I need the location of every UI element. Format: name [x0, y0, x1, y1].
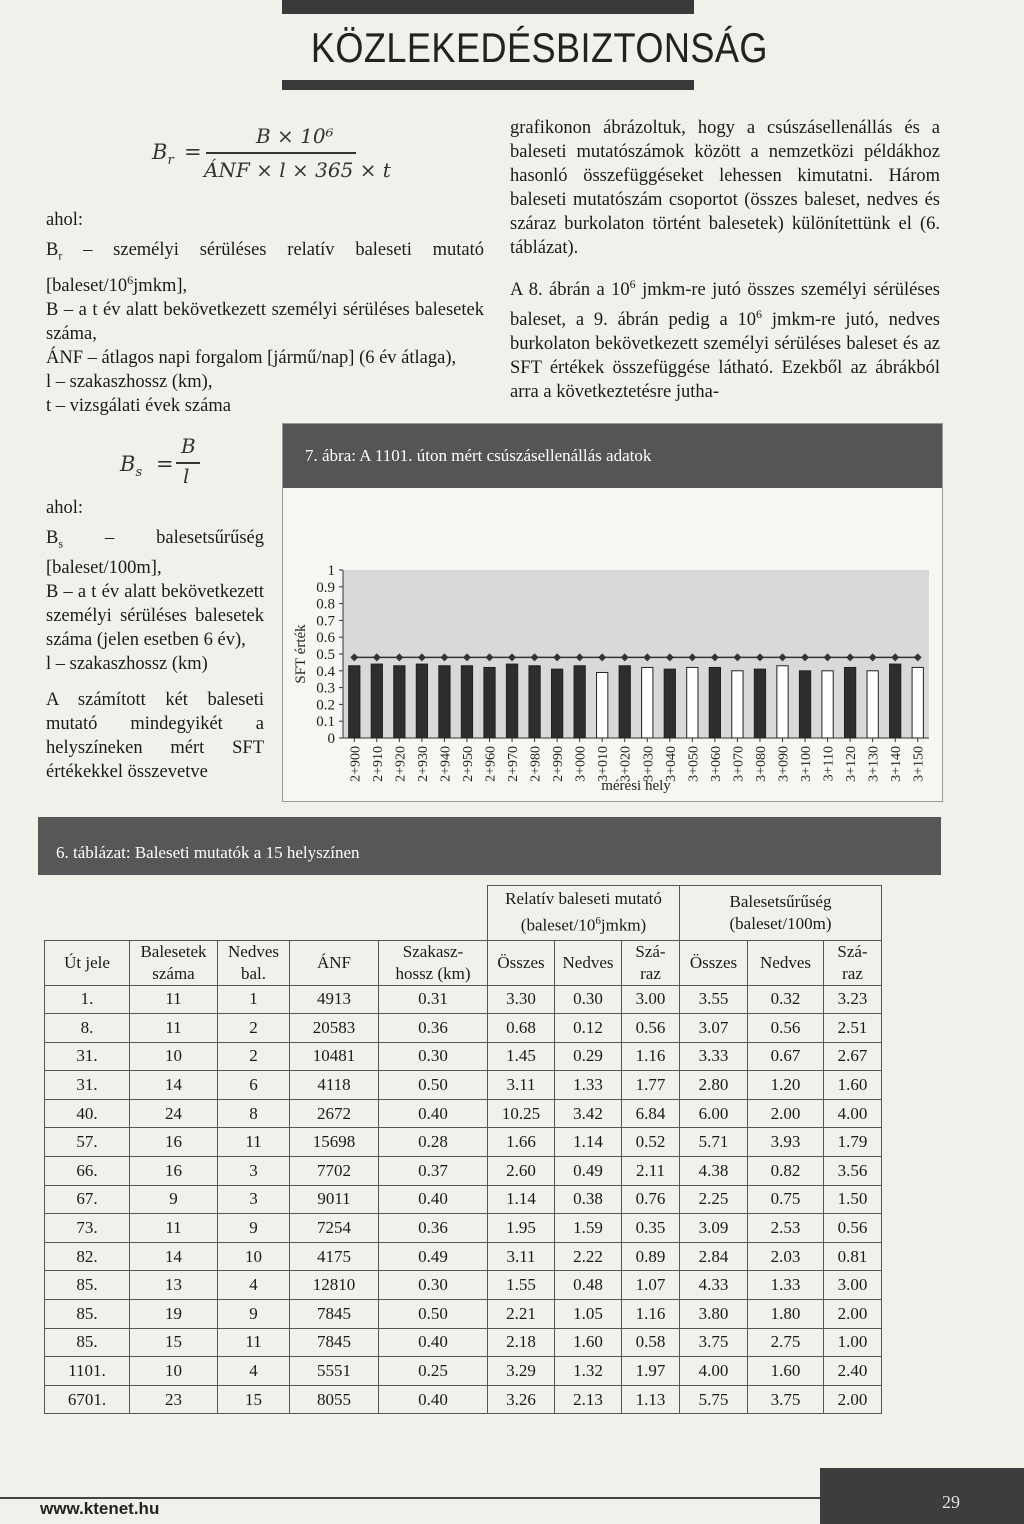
table-row — [45, 985, 882, 1014]
table-cell: 0.48 — [555, 1271, 622, 1300]
table-cell: 1.33 — [555, 1071, 622, 1100]
table-cell: 16 — [130, 1128, 218, 1157]
table-cell: 0.81 — [824, 1242, 882, 1271]
chart-y-tick-label: 0.5 — [316, 647, 335, 663]
table-cell: 23 — [130, 1385, 218, 1414]
table-cell: 3 — [218, 1185, 290, 1214]
chart-bar — [597, 672, 608, 738]
table-cell: 14 — [130, 1071, 218, 1100]
table-cell: 4913 — [290, 985, 379, 1014]
chart-bar — [890, 664, 901, 738]
table-cell: 1.14 — [555, 1128, 622, 1157]
table-row — [45, 1242, 882, 1271]
chart-bar — [416, 664, 427, 738]
chart-y-tick-label: 0.8 — [316, 596, 335, 613]
table-row — [45, 1214, 882, 1243]
table-cell: 0.56 — [748, 1014, 824, 1043]
formula2-denominator: l — [183, 464, 190, 488]
table-cell: 1.59 — [555, 1214, 622, 1243]
chart-x-tick-label: 3+020 — [618, 746, 634, 782]
chart-y-tick-label: 0.6 — [316, 630, 335, 647]
chart-y-tick-label: 0.4 — [316, 663, 335, 680]
table-cell: 2.18 — [488, 1328, 555, 1357]
chart-bar — [912, 667, 923, 738]
table-cell: 0.28 — [379, 1128, 488, 1157]
table-cell: 31. — [45, 1071, 130, 1100]
table-cell: 3.93 — [748, 1128, 824, 1157]
chart-bar — [574, 666, 585, 738]
chart-x-tick-label: 2+960 — [483, 746, 499, 782]
table-cell: 2.22 — [555, 1242, 622, 1271]
chart-title: 7. ábra: A 1101. úton mért csúszásellenállás adatok — [283, 424, 942, 488]
table-cell: 0.31 — [379, 985, 488, 1014]
table-cell: 0.36 — [379, 1214, 488, 1243]
table-cell: 10 — [130, 1357, 218, 1386]
chart-bar — [394, 666, 405, 738]
chart-x-tick-label: 3+030 — [641, 746, 657, 782]
chart-y-tick-label: 0.9 — [316, 579, 335, 596]
table-cell: 2.03 — [748, 1242, 824, 1271]
column-header: Út jele — [45, 940, 130, 985]
table-cell: 3.80 — [680, 1300, 748, 1329]
right-para-1: grafikonon ábrázoltuk, hogy a csúszásellenállás és a baleseti mutatószámok között a nemzetközi példákhoz hasonló összefüggéseket lehessen kimutatni. Három baleseti mutatószám csoportot (összes baleset, nedves és száraz burkolaton történt balesetek) különítettünk el (6. táblázat). — [510, 118, 940, 258]
chart-bar — [822, 671, 833, 738]
table-cell: 1.60 — [824, 1071, 882, 1100]
chart-x-tick-label: 2+940 — [438, 746, 454, 782]
table-cell: 0.75 — [748, 1185, 824, 1214]
column-header: Nedves — [748, 940, 824, 985]
chart-bar — [799, 671, 810, 738]
def-l: l – szakaszhossz (km), — [46, 371, 213, 392]
table-cell: 5.75 — [680, 1385, 748, 1414]
table-cell: 2 — [218, 1042, 290, 1071]
chart-figure-7 — [282, 423, 943, 802]
left-definitions-1 — [46, 208, 484, 418]
table-cell: 0.50 — [379, 1300, 488, 1329]
table-cell: 0.30 — [379, 1271, 488, 1300]
table-cell: 85. — [45, 1300, 130, 1329]
table-row — [45, 1271, 882, 1300]
table-cell: 15 — [218, 1385, 290, 1414]
chart-bar — [506, 664, 517, 738]
table-cell: 11 — [130, 985, 218, 1014]
table-title: 6. táblázat: Baleseti mutatók a 15 helyszínen — [38, 817, 941, 875]
chart-y-tick-label: 0.2 — [316, 697, 335, 714]
formula1-numerator: B × 10⁶ — [256, 124, 334, 148]
table-cell: 85. — [45, 1328, 130, 1357]
table-cell: 13 — [130, 1271, 218, 1300]
table-row — [45, 1328, 882, 1357]
chart-x-tick-label: 2+930 — [415, 746, 431, 782]
table-cell: 8 — [218, 1099, 290, 1128]
table-cell: 3.75 — [680, 1328, 748, 1357]
table-cell: 2.67 — [824, 1042, 882, 1071]
table-row — [45, 1157, 882, 1186]
table-cell: 2.80 — [680, 1071, 748, 1100]
right-para-2: A 8. ábrán a $10^6$ jmkm-re jutó összes személyi sérüléses baleset, a 9. ábrán pedig a $10^6$ jmkm-re jutó, nedves burkolaton bekövetkezett személyi sérüléses baleset és az SFT értékek összefüggése látható. Ezekből az ábrákból arra a következtetésre jutha- — [510, 277, 940, 403]
table-cell: 0.32 — [748, 985, 824, 1014]
formula1-lhs: $B_r$ — [152, 140, 174, 169]
table-cell: 1101. — [45, 1357, 130, 1386]
table-cell: 0.36 — [379, 1014, 488, 1043]
table-cell: 1.20 — [748, 1071, 824, 1100]
column-header: ÁNF — [290, 940, 379, 985]
page-title: KÖZLEKEDÉSBIZTONSÁG — [310, 24, 768, 71]
table-cell: 2.53 — [748, 1214, 824, 1243]
table-cell: 0.38 — [555, 1185, 622, 1214]
table-cell: 0.67 — [748, 1042, 824, 1071]
table-cell: 3 — [218, 1157, 290, 1186]
column-header: Szakasz- hossz (km) — [379, 940, 488, 985]
chart-y-tick-label: 0.3 — [316, 680, 335, 697]
chart-x-axis-label: mérési hely — [601, 778, 671, 794]
table-cell: 67. — [45, 1185, 130, 1214]
table-cell: 0.56 — [622, 1014, 680, 1043]
chart-bar — [439, 666, 450, 738]
table-cell: 1. — [45, 985, 130, 1014]
table-cell: 7845 — [290, 1300, 379, 1329]
table-row — [45, 1099, 882, 1128]
table-row — [45, 1128, 882, 1157]
chart-x-tick-label: 3+130 — [866, 746, 882, 782]
table-cell: 2 — [218, 1014, 290, 1043]
table-cell: 4 — [218, 1271, 290, 1300]
chart-x-tick-label: 3+060 — [708, 746, 724, 782]
table-cell: 1.97 — [622, 1357, 680, 1386]
chart-y-tick-label: 0.1 — [316, 714, 335, 731]
table-cell: 0.40 — [379, 1328, 488, 1357]
chart-x-tick-label: 3+050 — [686, 746, 702, 782]
table-cell: 66. — [45, 1157, 130, 1186]
table-cell: 1.16 — [622, 1042, 680, 1071]
table-cell: 2.60 — [488, 1157, 555, 1186]
table-cell: 1.07 — [622, 1271, 680, 1300]
table-row — [45, 1042, 882, 1071]
table-cell: 3.09 — [680, 1214, 748, 1243]
table-cell: 14 — [130, 1242, 218, 1271]
table-cell: 2.25 — [680, 1185, 748, 1214]
accident-table — [44, 885, 882, 1414]
def-b: B – a t év alatt bekövetkezett személyi sérüléses balesetek száma, — [46, 299, 484, 344]
table-cell: 1.14 — [488, 1185, 555, 1214]
table-cell: 10481 — [290, 1042, 379, 1071]
formula1-equals: = — [184, 140, 202, 164]
chart-bar — [777, 666, 788, 738]
left-para-end: A számított két baleseti mutató mindegyikét a helyszíneken mért SFT értékekkel összevetve — [46, 689, 264, 782]
table-cell: 1.50 — [824, 1185, 882, 1214]
table-cell: 2.21 — [488, 1300, 555, 1329]
group2-header: Balesetsűrűség (baleset/100m) — [680, 886, 882, 941]
table-cell: 0.40 — [379, 1385, 488, 1414]
def-br: $B_r$ – személyi sérüléses relatív baleseti mutató $[baleset/10^6jmkm]$, — [46, 240, 484, 296]
table-cell: 4.00 — [824, 1099, 882, 1128]
table-cell: 1.55 — [488, 1271, 555, 1300]
formula2-lhs: $B_s$ — [120, 452, 143, 481]
table-cell: 7254 — [290, 1214, 379, 1243]
table-cell: 3.33 — [680, 1042, 748, 1071]
chart-x-tick-label: 2+980 — [528, 746, 544, 782]
chart-bar — [484, 667, 495, 738]
table-cell: 2.51 — [824, 1014, 882, 1043]
chart-svg — [283, 488, 942, 801]
table-cell: 4118 — [290, 1071, 379, 1100]
chart-x-tick-label: 3+150 — [911, 746, 927, 782]
chart-x-tick-label: 2+950 — [460, 746, 476, 782]
table-cell: 1.45 — [488, 1042, 555, 1071]
chart-bar — [551, 669, 562, 738]
table-row — [45, 1300, 882, 1329]
table-cell: 3.55 — [680, 985, 748, 1014]
formula1-fraction-line — [206, 152, 356, 154]
table-cell: 19 — [130, 1300, 218, 1329]
def-t: t – vizsgálati évek száma — [46, 395, 231, 416]
column-header-row — [45, 940, 882, 985]
table-blank-corner — [45, 886, 488, 941]
chart-y-tick-label: 1 — [327, 563, 335, 579]
chart-bar — [349, 666, 360, 738]
table-cell: 2.84 — [680, 1242, 748, 1271]
table-cell: 1.60 — [555, 1328, 622, 1357]
table-cell: 10.25 — [488, 1099, 555, 1128]
table-cell: 3.11 — [488, 1071, 555, 1100]
table-cell: 0.35 — [622, 1214, 680, 1243]
table-cell: 15 — [130, 1328, 218, 1357]
table-cell: 0.49 — [379, 1242, 488, 1271]
formula2-numerator: B — [181, 434, 196, 458]
table-cell: 1.05 — [555, 1300, 622, 1329]
table-cell: 11 — [130, 1014, 218, 1043]
table-cell: 2.40 — [824, 1357, 882, 1386]
table-cell: 3.56 — [824, 1157, 882, 1186]
chart-y-axis-label: SFT érték — [293, 624, 309, 684]
chart-x-tick-label: 3+040 — [663, 746, 679, 782]
table-cell: 40. — [45, 1099, 130, 1128]
chart-x-tick-label: 3+140 — [889, 746, 905, 782]
table-cell: 0.49 — [555, 1157, 622, 1186]
table-cell: 1 — [218, 985, 290, 1014]
chart-x-tick-label: 3+000 — [573, 746, 589, 782]
def-anf: ÁNF – átlagos napi forgalom [jármű/nap] (6 év átlaga), — [46, 347, 457, 368]
chart-bar — [754, 669, 765, 738]
header-bar-bottom — [282, 80, 694, 90]
table-cell: 6.00 — [680, 1099, 748, 1128]
chart-x-tick-label: 3+100 — [799, 746, 815, 782]
chart-x-tick-label: 2+910 — [370, 746, 386, 782]
table-cell: 9011 — [290, 1185, 379, 1214]
table-cell: 57. — [45, 1128, 130, 1157]
table-cell: 4175 — [290, 1242, 379, 1271]
chart-x-tick-label: 3+120 — [844, 746, 860, 782]
table-cell: 7702 — [290, 1157, 379, 1186]
footer-url: www.ktenet.hu — [40, 1499, 160, 1518]
chart-y-tick-label: 0.7 — [316, 613, 335, 630]
table-cell: 2.11 — [622, 1157, 680, 1186]
def-bs: $B_s$ – balesetsűrűség [baleset/100m], — [46, 528, 264, 578]
table-cell: 3.30 — [488, 985, 555, 1014]
table-cell: 1.66 — [488, 1128, 555, 1157]
chart-bar — [619, 666, 630, 738]
table-cell: 11 — [218, 1128, 290, 1157]
right-column-text — [510, 116, 940, 404]
table-cell: 7845 — [290, 1328, 379, 1357]
table-cell: 6 — [218, 1071, 290, 1100]
table-row — [45, 1385, 882, 1414]
table-cell: 9 — [130, 1185, 218, 1214]
table-cell: 1.77 — [622, 1071, 680, 1100]
table-cell: 9 — [218, 1214, 290, 1243]
table-body — [45, 985, 882, 1414]
table-cell: 0.52 — [622, 1128, 680, 1157]
table-cell: 3.11 — [488, 1242, 555, 1271]
group1-header: Relatív baleseti mutató $(baleset/10^6jmkm)$ — [488, 886, 680, 941]
table-cell: 82. — [45, 1242, 130, 1271]
table-cell: 20583 — [290, 1014, 379, 1043]
table-cell: 0.40 — [379, 1099, 488, 1128]
table-cell: 4 — [218, 1357, 290, 1386]
table-cell: 3.42 — [555, 1099, 622, 1128]
left-definitions-2 — [46, 496, 264, 784]
table-cell: 12810 — [290, 1271, 379, 1300]
column-header: Szá- raz — [824, 940, 882, 985]
table-cell: 3.00 — [824, 1271, 882, 1300]
header-bar-top — [282, 0, 694, 14]
table-cell: 10 — [218, 1242, 290, 1271]
table-cell: 11 — [130, 1214, 218, 1243]
column-header: Nedves bal. — [218, 940, 290, 985]
table-cell: 0.50 — [379, 1071, 488, 1100]
formula1-denominator: ÁNF × l × 365 × t — [204, 158, 391, 182]
table-cell: 4.38 — [680, 1157, 748, 1186]
table-cell: 2.00 — [824, 1385, 882, 1414]
table-row — [45, 1185, 882, 1214]
table-cell: 16 — [130, 1157, 218, 1186]
chart-x-tick-label: 3+080 — [753, 746, 769, 782]
table-cell: 8055 — [290, 1385, 379, 1414]
chart-y-tick-label: 0 — [327, 731, 335, 747]
table-cell: 85. — [45, 1271, 130, 1300]
table-cell: 1.95 — [488, 1214, 555, 1243]
footer-page-box — [820, 1468, 1024, 1524]
formula2-equals: = — [156, 452, 174, 476]
table-cell: 6701. — [45, 1385, 130, 1414]
table-cell: 2.13 — [555, 1385, 622, 1414]
table-cell: 0.76 — [622, 1185, 680, 1214]
chart-bar — [844, 667, 855, 738]
table-cell: 0.30 — [379, 1042, 488, 1071]
ahol-label-1: ahol: — [46, 210, 83, 230]
table-cell: 0.82 — [748, 1157, 824, 1186]
table-cell: 6.84 — [622, 1099, 680, 1128]
chart-bar — [461, 666, 472, 738]
table-cell: 0.37 — [379, 1157, 488, 1186]
table-cell: 1.60 — [748, 1357, 824, 1386]
table-cell: 73. — [45, 1214, 130, 1243]
chart-bar — [867, 671, 878, 738]
table-cell: 5.71 — [680, 1128, 748, 1157]
table-cell: 3.26 — [488, 1385, 555, 1414]
table-cell: 1.32 — [555, 1357, 622, 1386]
chart-x-tick-label: 3+070 — [731, 746, 747, 782]
chart-bar — [529, 666, 540, 738]
table-cell: 0.12 — [555, 1014, 622, 1043]
table-cell: 0.58 — [622, 1328, 680, 1357]
table-cell: 4.00 — [680, 1357, 748, 1386]
table-cell: 0.29 — [555, 1042, 622, 1071]
table-cell: 24 — [130, 1099, 218, 1128]
chart-bar — [709, 667, 720, 738]
column-header: Nedves — [555, 940, 622, 985]
chart-bar — [371, 664, 382, 738]
chart-x-tick-label: 2+990 — [551, 746, 567, 782]
table-cell: 1.80 — [748, 1300, 824, 1329]
table-cell: 8. — [45, 1014, 130, 1043]
table-cell: 11 — [218, 1328, 290, 1357]
table-cell: 3.75 — [748, 1385, 824, 1414]
chart-x-tick-label: 2+920 — [393, 746, 409, 782]
chart-bar — [664, 669, 675, 738]
column-header: Balesetek száma — [130, 940, 218, 985]
def-b2: B – a t év alatt bekövetkezett személyi sérüléses balesetek száma (jelen esetben 6 év), — [46, 581, 264, 650]
table-cell: 9 — [218, 1300, 290, 1329]
table-row — [45, 1071, 882, 1100]
table-cell: 4.33 — [680, 1271, 748, 1300]
chart-x-tick-label: 3+010 — [596, 746, 612, 782]
page-number: 29 — [942, 1492, 960, 1512]
chart-bar — [687, 667, 698, 738]
table-cell: 5551 — [290, 1357, 379, 1386]
def-l2: l – szakaszhossz (km) — [46, 653, 208, 674]
table-cell: 3.07 — [680, 1014, 748, 1043]
table-cell: 1.13 — [622, 1385, 680, 1414]
table-cell: 0.56 — [824, 1214, 882, 1243]
table-cell: 1.16 — [622, 1300, 680, 1329]
table-cell: 1.79 — [824, 1128, 882, 1157]
table-cell: 2672 — [290, 1099, 379, 1128]
table-row — [45, 1357, 882, 1386]
table-cell: 0.40 — [379, 1185, 488, 1214]
table-cell: 2.00 — [824, 1300, 882, 1329]
table-cell: 2.75 — [748, 1328, 824, 1357]
table-cell: 0.30 — [555, 985, 622, 1014]
table-cell: 2.00 — [748, 1099, 824, 1128]
ahol-label-2: ahol: — [46, 498, 83, 518]
table-cell: 0.89 — [622, 1242, 680, 1271]
table-cell: 15698 — [290, 1128, 379, 1157]
table-cell: 3.00 — [622, 985, 680, 1014]
chart-x-tick-label: 3+090 — [776, 746, 792, 782]
column-header: Szá- raz — [622, 940, 680, 985]
table-cell: 1.00 — [824, 1328, 882, 1357]
table-row — [45, 1014, 882, 1043]
chart-x-tick-label: 3+110 — [821, 746, 837, 782]
table-cell: 10 — [130, 1042, 218, 1071]
chart-plot-area — [343, 570, 929, 738]
chart-x-tick-label: 2+970 — [506, 746, 522, 782]
chart-x-tick-label: 2+900 — [348, 746, 364, 782]
table-cell: 31. — [45, 1042, 130, 1071]
chart-bar — [732, 671, 743, 738]
column-header: Összes — [488, 940, 555, 985]
table-cell: 1.33 — [748, 1271, 824, 1300]
table-cell: 3.29 — [488, 1357, 555, 1386]
table-cell: 3.23 — [824, 985, 882, 1014]
table-cell: 0.25 — [379, 1357, 488, 1386]
chart-bar — [642, 667, 653, 738]
column-header: Összes — [680, 940, 748, 985]
table-cell: 0.68 — [488, 1014, 555, 1043]
